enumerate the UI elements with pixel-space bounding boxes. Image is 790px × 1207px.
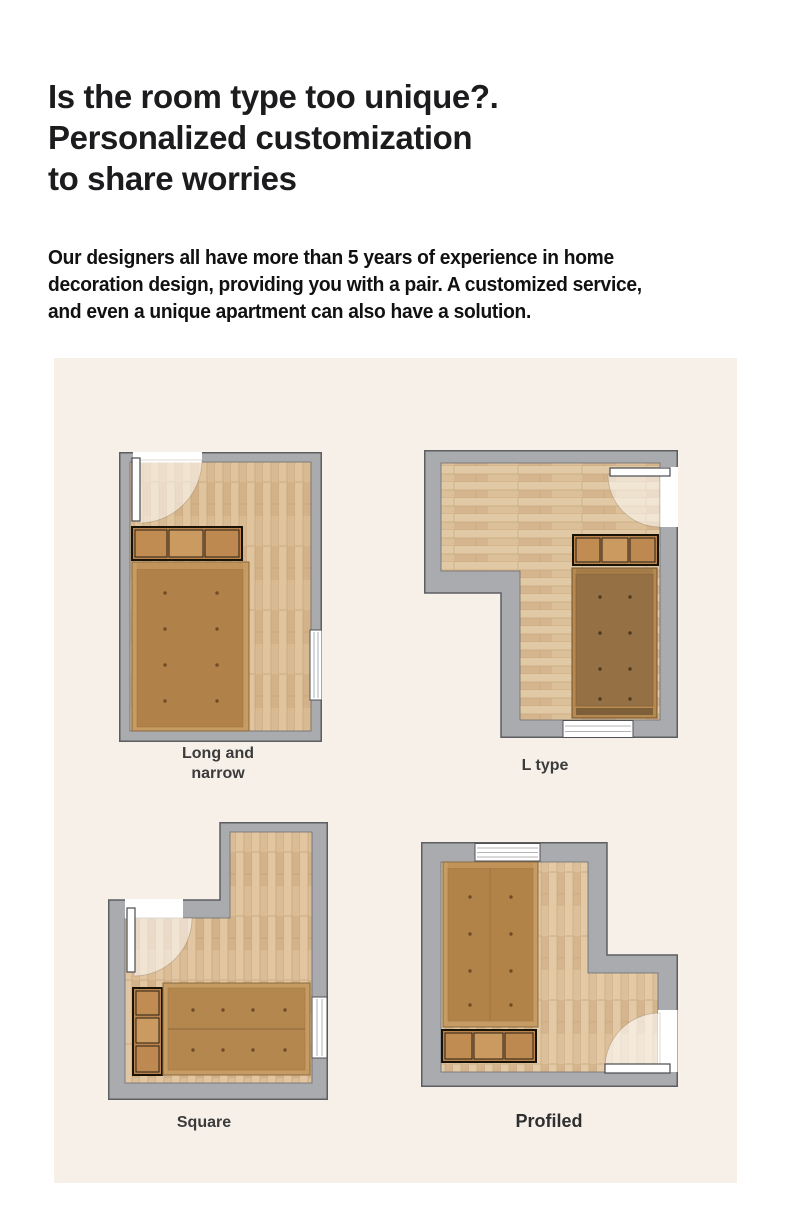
intro-line-2: decoration design, providing you with a pair. A customized service, (48, 274, 642, 296)
floor-plan-label-square: Square (176, 1114, 232, 1131)
title-line-3: to share worries (48, 160, 297, 197)
floor-plan-profiled (421, 842, 678, 1087)
intro-line-1: Our designers all have more than 5 years of experience in home (48, 247, 614, 269)
floor-plan-l-type (424, 450, 678, 738)
bed (572, 568, 657, 718)
door-leaf (610, 468, 670, 476)
bed (132, 562, 249, 731)
door-leaf (132, 458, 140, 521)
intro-line-3: and even a unique apartment can also have a solution. (48, 301, 531, 323)
wardrobe (442, 1030, 536, 1062)
floor-plan-square (108, 822, 328, 1100)
floor-plan-diagram (421, 842, 678, 1087)
title-line-2: Personalized customization (48, 119, 473, 156)
floor-plans-panel (54, 358, 737, 1183)
floor-plan-diagram (119, 452, 322, 742)
page-title (48, 76, 498, 199)
door-leaf (605, 1064, 670, 1073)
window (475, 844, 540, 862)
floor-plan-long-and-narrow (119, 452, 322, 742)
window (310, 630, 322, 700)
window (563, 721, 633, 738)
floor-plan-label-long-and-narrow: Long and narrow (182, 745, 254, 782)
door-opening (658, 1010, 678, 1072)
door-leaf (127, 908, 135, 972)
floor-plan-diagram (108, 822, 328, 1100)
wardrobe (132, 527, 242, 560)
floor-plan-diagram (424, 450, 678, 738)
bed (163, 983, 310, 1075)
title-line-1: Is the room type too unique?. (48, 78, 499, 115)
wardrobe (573, 535, 658, 565)
wardrobe (133, 988, 162, 1075)
floor-plan-label-profiled: Profiled (515, 1111, 583, 1131)
intro-paragraph (48, 245, 642, 326)
floor-plan-label-l-type: L type (521, 757, 569, 774)
window (312, 997, 327, 1058)
bed (443, 862, 538, 1027)
